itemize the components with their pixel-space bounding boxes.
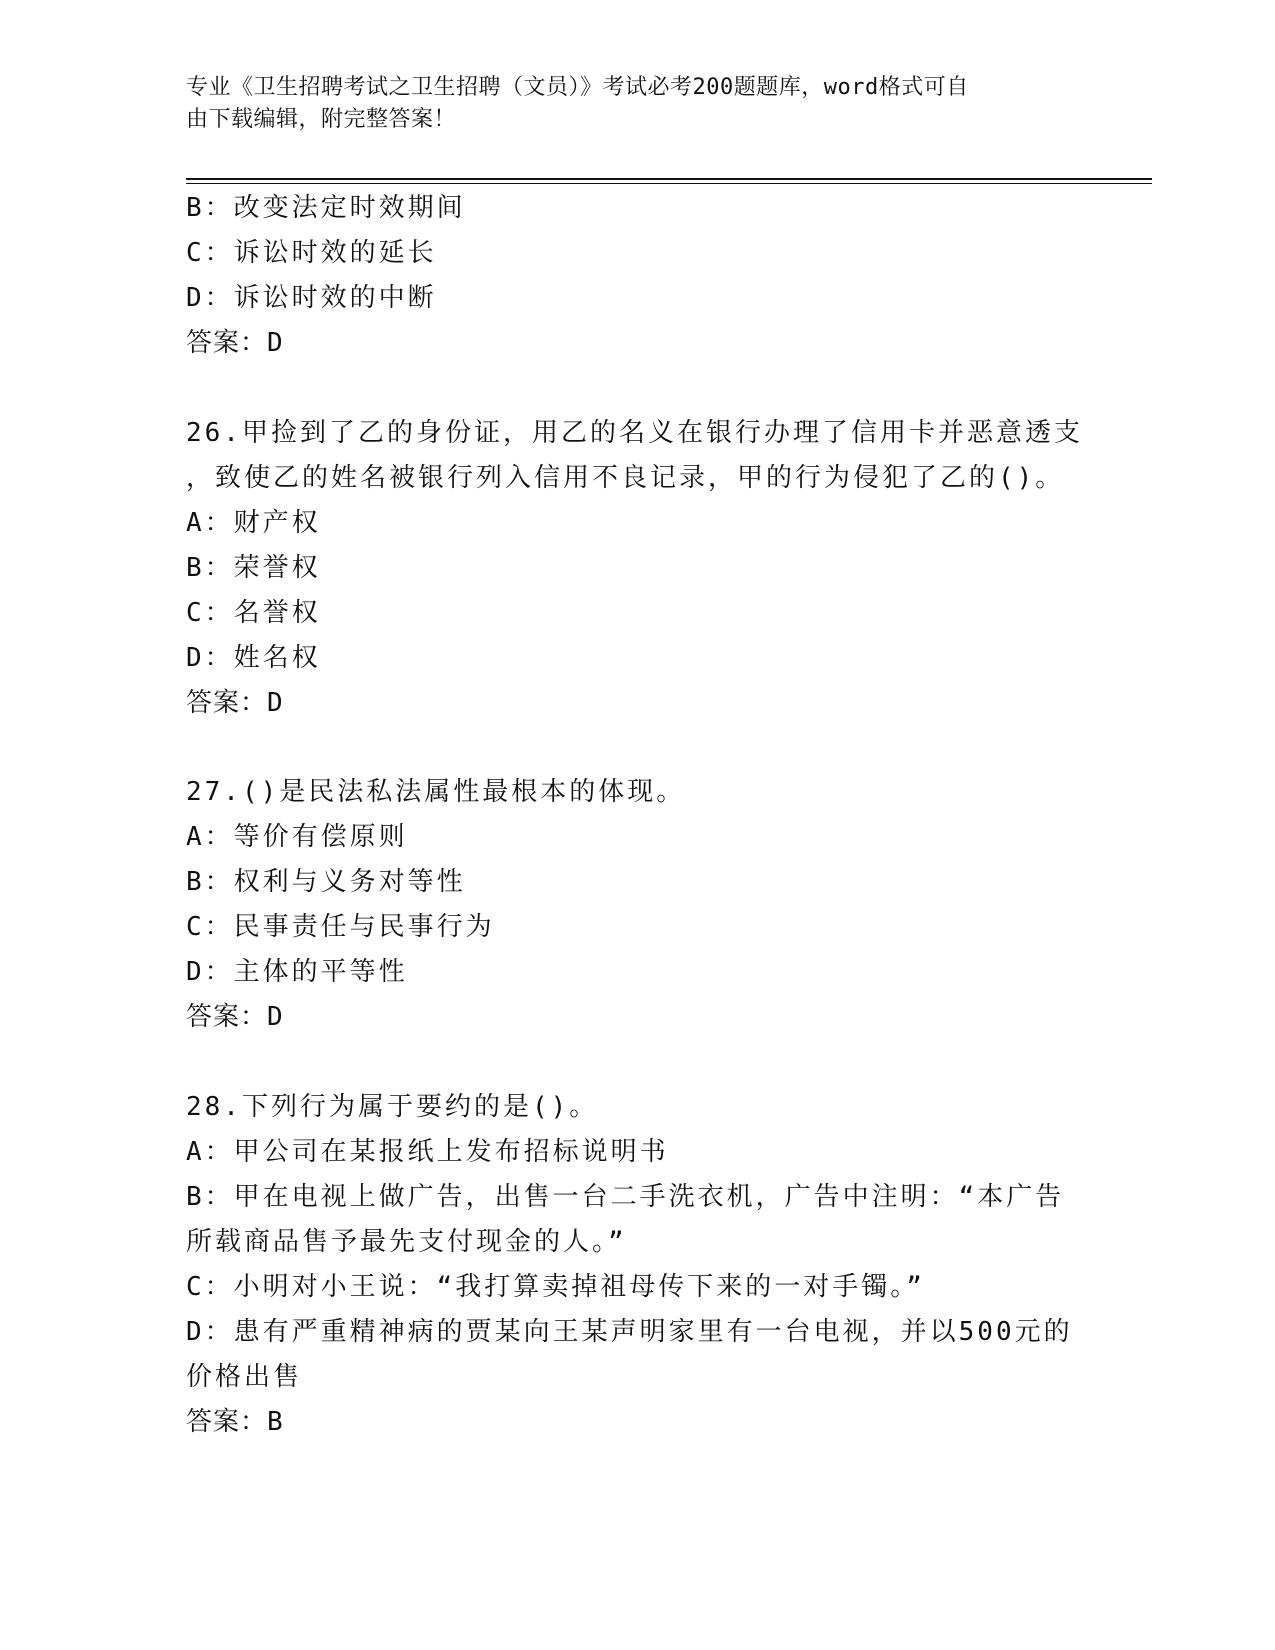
q28-stem: 28.下列行为属于要约的是()。 xyxy=(186,1092,599,1122)
q28-answer: 答案：B xyxy=(186,1407,284,1437)
q28-option-d-line-2: 价格出售 xyxy=(186,1362,303,1392)
q27-option-a: A：等价有偿原则 xyxy=(186,822,408,852)
q28-option-d-line-1: D：患有严重精神病的贾某向王某声明家里有一台电视，并以500元的 xyxy=(186,1317,1073,1347)
header-divider-thick xyxy=(186,178,1152,180)
q25-option-d: D：诉讼时效的中断 xyxy=(186,283,437,313)
q27-option-b: B：权利与义务对等性 xyxy=(186,867,466,897)
q25-option-c: C：诉讼时效的延长 xyxy=(186,238,437,268)
q25-option-b: B：改变法定时效期间 xyxy=(186,193,466,223)
q26-stem-line-2: ，致使乙的姓名被银行列入信用不良记录，甲的行为侵犯了乙的()。 xyxy=(186,463,1065,493)
q27-option-d: D：主体的平等性 xyxy=(186,957,408,987)
q26-stem-line-1: 26.甲捡到了乙的身份证，用乙的名义在银行办理了信用卡并恶意透支 xyxy=(186,418,1083,448)
q28-option-a: A：甲公司在某报纸上发布招标说明书 xyxy=(186,1137,669,1167)
q28-option-c: C：小明对小王说：“我打算卖掉祖母传下来的一对手镯。” xyxy=(186,1272,925,1302)
q25-answer: 答案：D xyxy=(186,328,284,358)
q26-option-b: B：荣誉权 xyxy=(186,553,321,583)
q28-option-b-line-1: B：甲在电视上做广告，出售一台二手洗衣机，广告中注明：“本广告 xyxy=(186,1182,1065,1212)
q26-option-c: C：名誉权 xyxy=(186,598,321,628)
q26-answer: 答案：D xyxy=(186,688,284,718)
q26-option-a: A：财产权 xyxy=(186,508,321,538)
q27-stem: 27.()是民法私法属性最根本的体现。 xyxy=(186,777,686,807)
header-line-2: 由下载编辑，附完整答案！ xyxy=(186,107,457,132)
header-divider-thin xyxy=(186,183,1152,184)
header-line-1: 专业《卫生招聘考试之卫生招聘（文员）》考试必考200题题库，word格式可自 xyxy=(186,75,969,100)
q26-option-d: D：姓名权 xyxy=(186,643,321,673)
document-header xyxy=(186,72,1066,136)
q27-option-c: C：民事责任与民事行为 xyxy=(186,912,495,942)
q28-option-b-line-2: 所载商品售予最先支付现金的人。” xyxy=(186,1227,627,1257)
q27-answer: 答案：D xyxy=(186,1002,284,1032)
